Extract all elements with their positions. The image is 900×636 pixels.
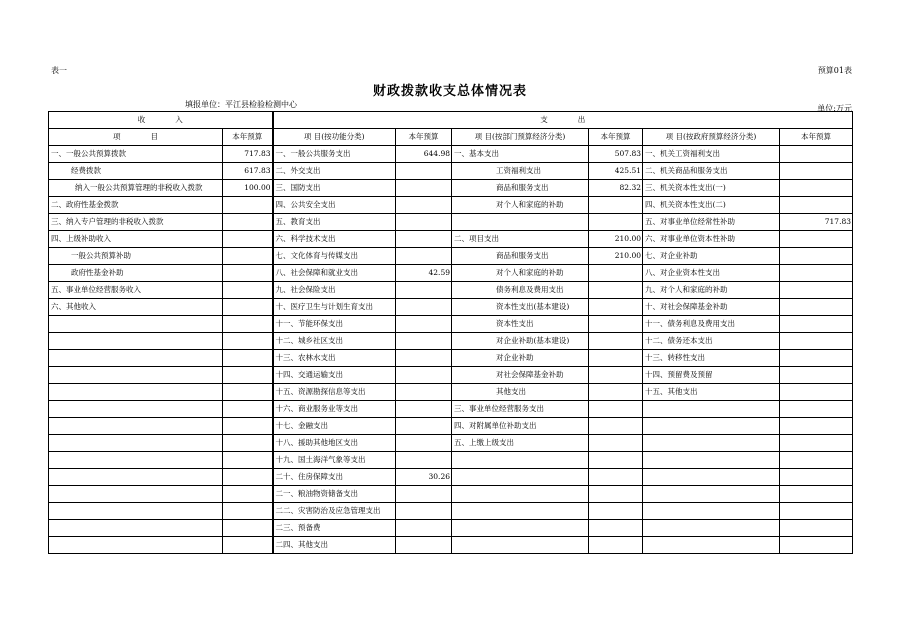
functional-item-cell: 四、公共安全支出 (273, 197, 396, 214)
table-row (49, 537, 853, 554)
department-amount-cell (589, 197, 643, 214)
income-amount-cell (223, 265, 273, 282)
government-item-cell (643, 537, 780, 554)
functional-amount-cell (396, 299, 452, 316)
income-amount-cell (223, 282, 273, 299)
functional-item-cell: 十、医疗卫生与计划生育支出 (273, 299, 396, 316)
functional-item-cell: 一、一般公共服务支出 (273, 146, 396, 163)
functional-item-cell: 十四、交通运输支出 (273, 367, 396, 384)
government-amount-cell (780, 299, 853, 316)
functional-item-cell: 十六、商业服务业等支出 (273, 401, 396, 418)
income-item-header: 项 目 (49, 129, 223, 146)
government-item-cell: 十三、转移性支出 (643, 350, 780, 367)
table-row (49, 452, 853, 469)
department-item-cell: 三、事业单位经营服务支出 (452, 401, 589, 418)
table-row (49, 282, 853, 299)
functional-amount-cell (396, 282, 452, 299)
government-item-cell: 七、对企业补助 (643, 248, 780, 265)
functional-item-cell: 二一、粮油物资储备支出 (273, 486, 396, 503)
department-amount-cell (589, 537, 643, 554)
expense-group-header: 支 出 (273, 112, 853, 129)
government-amount-cell (780, 265, 853, 282)
column-header-row (49, 129, 853, 146)
functional-amount-cell (396, 197, 452, 214)
department-amount-cell (589, 401, 643, 418)
government-amount-cell (780, 486, 853, 503)
group-header-row (49, 112, 853, 129)
functional-item-cell: 八、社会保障和就业支出 (273, 265, 396, 282)
income-item-cell: 二、政府性基金拨款 (49, 197, 223, 214)
department-item-cell: 商品和服务支出 (452, 248, 589, 265)
functional-amount-cell (396, 384, 452, 401)
income-item-cell: 四、上级补助收入 (49, 231, 223, 248)
functional-item-cell: 二二、灾害防治及应急管理支出 (273, 503, 396, 520)
income-item-cell (49, 452, 223, 469)
table-row (49, 384, 853, 401)
currency-unit-label: 单位:万元 (817, 104, 852, 113)
government-item-cell (643, 401, 780, 418)
government-amount-cell (780, 401, 853, 418)
functional-item-cell: 十七、金融支出 (273, 418, 396, 435)
income-amount-cell (223, 333, 273, 350)
functional-amount-cell (396, 350, 452, 367)
income-item-cell: 政府性基金补助 (49, 265, 223, 282)
functional-item-cell: 三、国防支出 (273, 180, 396, 197)
government-amount-cell (780, 282, 853, 299)
functional-item-header: 项 目(按功能分类) (273, 129, 396, 146)
table-row (49, 486, 853, 503)
department-budget-header: 本年预算 (589, 129, 643, 146)
table-row (49, 231, 853, 248)
income-item-cell: 一般公共预算补助 (49, 248, 223, 265)
government-item-cell (643, 469, 780, 486)
functional-amount-cell (396, 231, 452, 248)
department-amount-cell (589, 333, 643, 350)
functional-amount-cell: 30.26 (396, 469, 452, 486)
government-amount-cell (780, 418, 853, 435)
department-item-cell: 对个人和家庭的补助 (452, 265, 589, 282)
table-row (49, 299, 853, 316)
department-item-cell: 对企业补助 (452, 350, 589, 367)
table-row (49, 265, 853, 282)
department-item-cell: 一、基本支出 (452, 146, 589, 163)
income-amount-cell: 717.83 (223, 146, 273, 163)
government-amount-cell (780, 163, 853, 180)
government-amount-cell (780, 333, 853, 350)
form-code-label: 预算01表 (817, 66, 852, 75)
functional-item-cell: 九、社会保险支出 (273, 282, 396, 299)
government-budget-header: 本年预算 (780, 129, 853, 146)
government-item-cell: 九、对个人和家庭的补助 (643, 282, 780, 299)
government-amount-cell (780, 248, 853, 265)
income-item-cell (49, 537, 223, 554)
government-item-cell (643, 486, 780, 503)
income-amount-cell: 100.00 (223, 180, 273, 197)
functional-amount-cell: 42.59 (396, 265, 452, 282)
department-amount-cell: 210.00 (589, 231, 643, 248)
table-row (49, 214, 853, 231)
functional-amount-cell (396, 486, 452, 503)
department-amount-cell (589, 486, 643, 503)
government-amount-cell (780, 452, 853, 469)
table-row (49, 401, 853, 418)
department-item-cell: 资本性支出 (452, 316, 589, 333)
government-item-cell: 一、机关工资福利支出 (643, 146, 780, 163)
functional-item-cell: 二三、预备费 (273, 520, 396, 537)
table-row (49, 469, 853, 486)
income-amount-cell (223, 452, 273, 469)
income-budget-header: 本年预算 (223, 129, 273, 146)
government-amount-cell (780, 350, 853, 367)
department-item-cell (452, 537, 589, 554)
table-row (49, 520, 853, 537)
functional-item-cell: 十八、援助其他地区支出 (273, 435, 396, 452)
government-item-cell: 十一、债务利息及费用支出 (643, 316, 780, 333)
income-amount-cell (223, 520, 273, 537)
functional-item-cell: 十一、节能环保支出 (273, 316, 396, 333)
department-item-cell (452, 486, 589, 503)
functional-amount-cell (396, 401, 452, 418)
department-item-cell: 二、项目支出 (452, 231, 589, 248)
department-amount-cell: 425.51 (589, 163, 643, 180)
income-amount-cell (223, 316, 273, 333)
income-group-header: 收 入 (49, 112, 273, 129)
government-item-cell: 五、对事业单位经常性补助 (643, 214, 780, 231)
department-item-cell: 其他支出 (452, 384, 589, 401)
income-item-cell: 经费拨款 (49, 163, 223, 180)
functional-amount-cell (396, 316, 452, 333)
functional-amount-cell (396, 214, 452, 231)
government-item-cell: 十五、其他支出 (643, 384, 780, 401)
department-item-cell (452, 469, 589, 486)
government-item-cell: 十四、预留费及预留 (643, 367, 780, 384)
department-item-cell: 债务利息及费用支出 (452, 282, 589, 299)
table-row (49, 248, 853, 265)
government-amount-cell (780, 503, 853, 520)
functional-amount-cell (396, 520, 452, 537)
table-row (49, 163, 853, 180)
government-item-cell: 四、机关资本性支出(二) (643, 197, 780, 214)
page-title: 财政拨款收支总体情况表 (372, 84, 527, 99)
income-item-cell: 纳入一般公共预算管理的非税收入拨款 (49, 180, 223, 197)
functional-item-cell: 十二、城乡社区支出 (273, 333, 396, 350)
functional-amount-cell: 644.98 (396, 146, 452, 163)
government-amount-cell (780, 231, 853, 248)
department-item-cell: 工资福利支出 (452, 163, 589, 180)
government-item-cell (643, 435, 780, 452)
income-amount-cell (223, 197, 273, 214)
government-amount-cell (780, 146, 853, 163)
government-amount-cell (780, 180, 853, 197)
income-item-cell (49, 316, 223, 333)
functional-amount-cell (396, 435, 452, 452)
department-item-cell: 对个人和家庭的补助 (452, 197, 589, 214)
department-amount-cell: 82.32 (589, 180, 643, 197)
government-item-cell: 八、对企业资本性支出 (643, 265, 780, 282)
department-item-cell (452, 520, 589, 537)
department-item-cell: 商品和服务支出 (452, 180, 589, 197)
department-amount-cell (589, 367, 643, 384)
budget-table (48, 111, 853, 554)
government-amount-cell (780, 469, 853, 486)
income-amount-cell: 617.83 (223, 163, 273, 180)
department-item-header: 项 目(按部门预算经济分类) (452, 129, 589, 146)
income-amount-cell (223, 299, 273, 316)
income-item-cell (49, 384, 223, 401)
income-amount-cell (223, 503, 273, 520)
functional-amount-cell (396, 503, 452, 520)
department-item-cell: 五、上缴上级支出 (452, 435, 589, 452)
functional-amount-cell (396, 163, 452, 180)
department-item-cell: 对企业补助(基本建设) (452, 333, 589, 350)
department-amount-cell (589, 435, 643, 452)
income-amount-cell (223, 469, 273, 486)
government-item-cell (643, 418, 780, 435)
government-item-header: 项 目(按政府预算经济分类) (643, 129, 780, 146)
income-amount-cell (223, 350, 273, 367)
government-amount-cell (780, 537, 853, 554)
government-item-cell: 六、对事业单位资本性补助 (643, 231, 780, 248)
table-row (49, 180, 853, 197)
income-item-cell: 五、事业单位经营服务收入 (49, 282, 223, 299)
income-item-cell: 六、其他收入 (49, 299, 223, 316)
table-row (49, 197, 853, 214)
income-item-cell: 一、一般公共预算拨款 (49, 146, 223, 163)
functional-item-cell: 十九、国土海洋气象等支出 (273, 452, 396, 469)
functional-amount-cell (396, 180, 452, 197)
functional-amount-cell (396, 333, 452, 350)
functional-item-cell: 十五、资源勘探信息等支出 (273, 384, 396, 401)
income-item-cell (49, 503, 223, 520)
income-amount-cell (223, 248, 273, 265)
table-row (49, 503, 853, 520)
department-amount-cell (589, 282, 643, 299)
income-amount-cell (223, 214, 273, 231)
department-item-cell: 对社会保障基金补助 (452, 367, 589, 384)
functional-amount-cell (396, 367, 452, 384)
functional-item-cell: 十三、农林水支出 (273, 350, 396, 367)
functional-item-cell: 二四、其他支出 (273, 537, 396, 554)
income-item-cell (49, 435, 223, 452)
government-amount-cell (780, 316, 853, 333)
department-amount-cell (589, 350, 643, 367)
functional-amount-cell (396, 418, 452, 435)
income-amount-cell (223, 231, 273, 248)
functional-item-cell: 二十、住房保障支出 (273, 469, 396, 486)
government-amount-cell (780, 435, 853, 452)
government-item-cell (643, 452, 780, 469)
department-item-cell: 资本性支出(基本建设) (452, 299, 589, 316)
government-item-cell: 二、机关商品和服务支出 (643, 163, 780, 180)
table-row (49, 316, 853, 333)
department-amount-cell: 507.83 (589, 146, 643, 163)
table-row (49, 367, 853, 384)
government-amount-cell (780, 367, 853, 384)
department-item-cell (452, 503, 589, 520)
government-item-cell: 十二、债务还本支出 (643, 333, 780, 350)
income-item-cell (49, 520, 223, 537)
department-amount-cell (589, 503, 643, 520)
government-amount-cell (780, 197, 853, 214)
government-item-cell (643, 503, 780, 520)
department-amount-cell (589, 418, 643, 435)
government-item-cell: 十、对社会保障基金补助 (643, 299, 780, 316)
income-item-cell (49, 469, 223, 486)
government-amount-cell (780, 520, 853, 537)
functional-item-cell: 五、教育支出 (273, 214, 396, 231)
table-row (49, 146, 853, 163)
income-amount-cell (223, 418, 273, 435)
income-amount-cell (223, 537, 273, 554)
department-item-cell (452, 214, 589, 231)
department-amount-cell (589, 214, 643, 231)
table-number-label: 表一 (51, 66, 67, 75)
department-amount-cell (589, 299, 643, 316)
functional-amount-cell (396, 452, 452, 469)
income-item-cell (49, 486, 223, 503)
income-amount-cell (223, 486, 273, 503)
department-amount-cell (589, 452, 643, 469)
department-amount-cell (589, 265, 643, 282)
reporting-unit-label: 填报单位：平江县检验检测中心 (185, 100, 297, 109)
government-amount-cell (780, 384, 853, 401)
functional-item-cell: 二、外交支出 (273, 163, 396, 180)
government-amount-cell: 717.83 (780, 214, 853, 231)
department-amount-cell: 210.00 (589, 248, 643, 265)
functional-item-cell: 六、科学技术支出 (273, 231, 396, 248)
income-amount-cell (223, 435, 273, 452)
department-amount-cell (589, 384, 643, 401)
income-amount-cell (223, 384, 273, 401)
income-amount-cell (223, 401, 273, 418)
income-item-cell (49, 418, 223, 435)
table-row (49, 435, 853, 452)
department-amount-cell (589, 316, 643, 333)
table-row (49, 418, 853, 435)
income-item-cell (49, 350, 223, 367)
functional-budget-header: 本年预算 (396, 129, 452, 146)
department-item-cell: 四、对附属单位补助支出 (452, 418, 589, 435)
department-amount-cell (589, 469, 643, 486)
functional-amount-cell (396, 537, 452, 554)
government-item-cell: 三、机关资本性支出(一) (643, 180, 780, 197)
functional-item-cell: 七、文化体育与传媒支出 (273, 248, 396, 265)
income-amount-cell (223, 367, 273, 384)
functional-amount-cell (396, 248, 452, 265)
department-amount-cell (589, 520, 643, 537)
government-item-cell (643, 520, 780, 537)
table-row (49, 350, 853, 367)
income-item-cell (49, 367, 223, 384)
table-row (49, 333, 853, 350)
income-item-cell (49, 401, 223, 418)
department-item-cell (452, 452, 589, 469)
income-item-cell (49, 333, 223, 350)
income-item-cell: 三、纳入专户管理的非税收入拨款 (49, 214, 223, 231)
